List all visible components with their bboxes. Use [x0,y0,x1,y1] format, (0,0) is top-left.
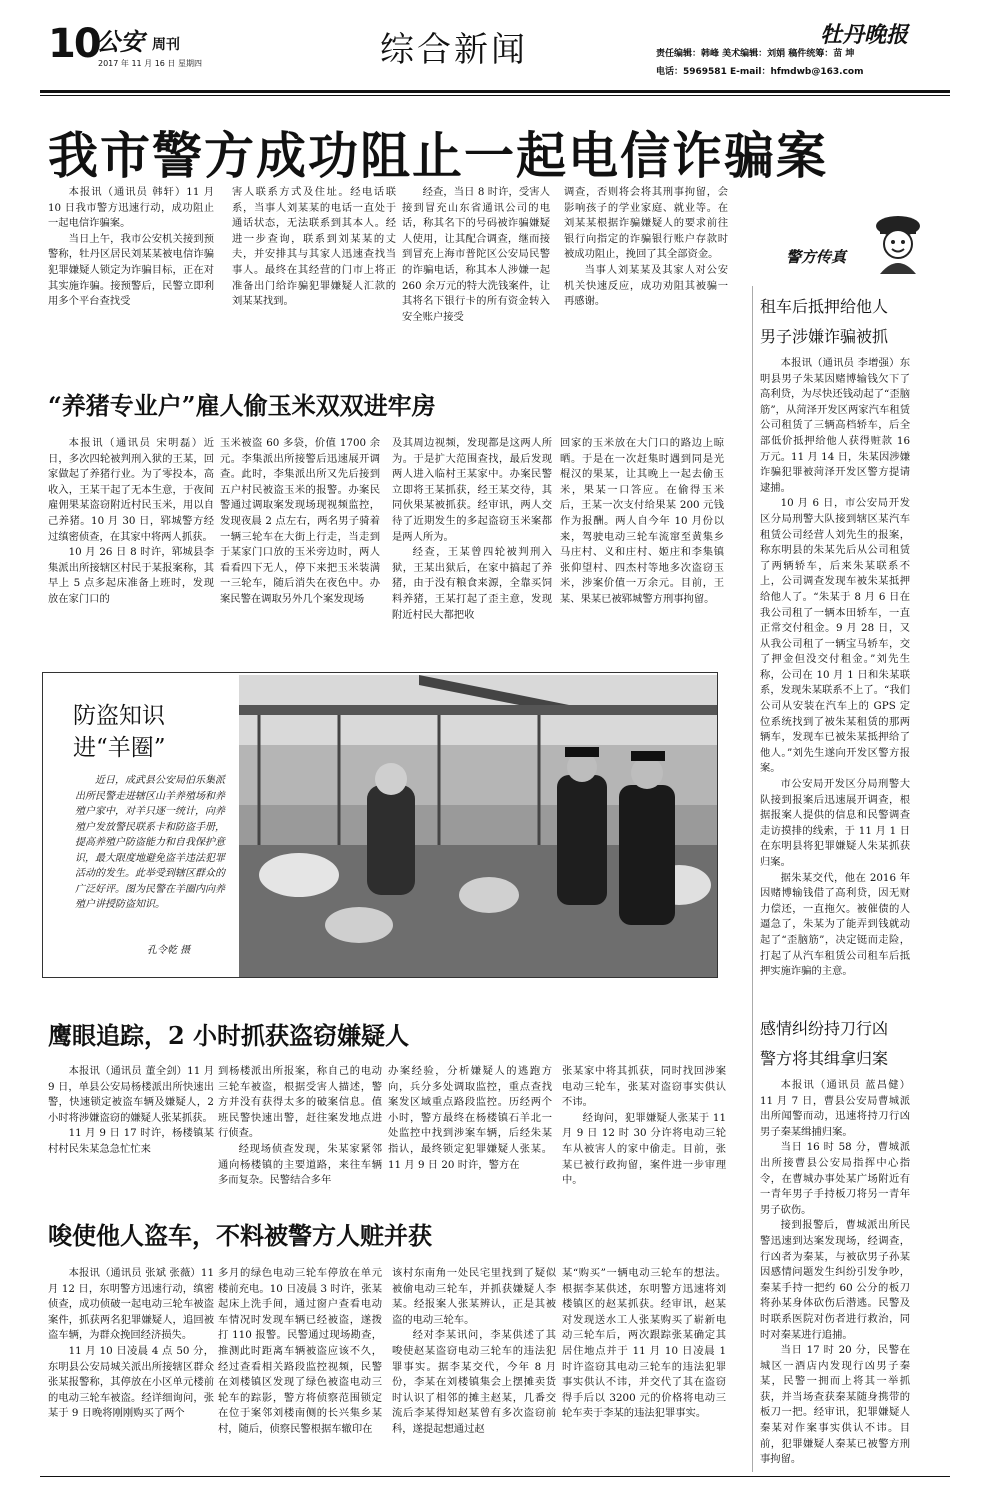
masthead-rule-thin [40,95,950,96]
paragraph: 经询问，犯罪嫌疑人张某于 11 月 9 日 12 时 30 分许将电动三轮车从被害人的家中偷走。目前，张某已被行政拘留，案件进一步审理中。 [562,1111,726,1187]
masthead [40,12,950,88]
sidebar-a-title-1: 租车后抵押给他人 [760,297,889,316]
sidebar-b-title-1: 感情纠纷持刀行凶 [760,1019,889,1038]
caption-text: 近日，成武县公安局伯乐集派出所民警走进辖区山羊养殖场和养殖户家中，对羊只逐一统计，向养殖户发放警民联系卡和防盗手册，提高养殖户防盗能力和自我保护意识，最大限度地避免盗羊违法犯罪活动的发生。此举受到辖区群众的广泛好评。图为民警在羊圈内向养殖户讲授防盗知识。 [75,775,225,910]
page-number: 10 [48,21,100,67]
paragraph: 当日上午，我市公安机关接到预警称，牡丹区居民刘某某被电信诈骗犯罪嫌疑人锁定为诈骗目标，正在对其实施诈骗。接预警后，民警立即利用多个平台查找受 [48,232,214,308]
lead-col-3 [402,185,550,357]
photo-title-line-2: 进“羊圈” [73,735,166,761]
story2-col-3 [392,436,552,664]
paragraph: 据朱某交代，他在 2016 年因赌博输钱借了高利贷，因无财力偿还，一直拖欠。被催债的人逼急了，朱某为了能弄到钱就动起了“歪脑筋”，决定铤而走险，打起了从汽车租赁公司租车后抵押实施诈骗的主意。 [760,871,910,978]
photo-credit: 孔令乾 摄 [147,945,191,956]
column-label: 警方传真 [786,248,847,266]
paragraph: 调查，否则将会将其刑事拘留，会影响孩子的学业家庭、就业等。在刘某某根据诈骗嫌疑人的要求前往银行向指定的诈骗银行账户存款时被成功阻止，挽回了其全部资金。 [564,186,728,261]
paragraph: 办案经验，分析嫌疑人的逃跑方向，兵分多处调取监控，重点查找案发区域重点路段监控。历经两个小时，警方最终在杨楼镇石羊北一处监控中找到涉案车辆，后经朱某指认，最终锁定犯罪嫌疑人张某。11 月 9 日 20 时许，警方在 [388,1065,552,1171]
brand-logo: 公安 [96,27,144,56]
story3-col-3 [388,1064,552,1198]
paragraph: 本报讯（通讯员 张斌 张薇）11 月 12 日，东明警方迅速行动，缜密侦查，成功侦破一起电动三轮车被盗案件，抓获两名犯罪嫌疑人，追回被盗车辆，为群众挽回经济损失。 [48,1267,214,1342]
section-title: 综合新闻 [380,30,528,70]
page-bottom-rule [40,1476,950,1477]
paragraph: 及其周边视频，发现都是这两人所为。于是扩大范围查找，最后发现两人进入临村王某家中。办案民警立即将王某抓获，经王某交待，其同伙果某被抓获。经审讯，两人交待了近期发生的多起盗窃玉米案都是两人所为。 [392,437,552,543]
paragraph: 本报讯（通讯员 李增强）东明县男子朱某因赌博输钱欠下了高利贷，为尽快还钱动起了“歪脑筋”，从菏泽开发区两家汽车租赁公司租赁了三辆高档轿车，后全部低价抵押给他人获得赃款 16 万元。11 月 14 日，朱某因涉嫌诈骗犯罪被菏泽开发区警方提请逮捕。 [760,357,910,494]
lead-col-1 [48,185,214,357]
paragraph: 经现场侦查发现，朱某家紧邻通向杨楼镇的主要道路，来往车辆多而复杂。民警结合多年 [218,1142,382,1187]
goat-pen-photo [239,675,717,977]
paragraph: 到杨楼派出所报案，称自己的电动三轮车被盗，根据受害人描述，警方并没有获得太多的破案信息。值班民警快速出警，赶往案发地点进行侦查。 [218,1065,382,1140]
photo-title-line-1: 防盗知识 [73,703,165,729]
paragraph: 市公安局开发区分局刑警大队接到报案后迅速展开调查，根据报案人提供的信息和民警调查走访摸排的线索，于 11 月 1 日在东明县将犯罪嫌疑人朱某抓获归案。 [760,778,910,868]
paragraph: 10 月 6 日，市公安局开发区分局刑警大队接到辖区某汽车租赁公司经营人刘先生的报案，称东明县的朱某先后从公司租赁了两辆轿车，后来朱某联系不上，公司调查发现车被朱某抵押给他人了。“朱某于 8 月 6 日在我公司租了一辆本田轿车，一直正常交付租金。9 月 28 日，又从我公司租了一辆宝马轿车，交了押金但没交付租金。”刘先生称，公司在 10 月 1 日和朱某联系，发现朱某联系不上了。“我们公司从安装在汽车上的 GPS 定位系统找到了被朱某租赁的那两辆车，发现车已被朱某抵押给了他人。”刘先生遂向开发区警方报案。 [760,497,910,775]
story4-col-4 [562,1266,726,1470]
paragraph: 该村东南角一处民宅里找到了疑似被偷电动三轮车，并抓获嫌疑人李某。经报案人张某辨认，正是其被盗的电动三轮车。 [392,1267,556,1326]
story3-headline: 鹰眼追踪，2 小时抓获盗窃嫌疑人 [48,1021,410,1050]
paragraph: 经查，当日 8 时许，受害人接到冒充山东省通讯公司的电话，称其名下的号码被诈骗嫌疑人使用，让其配合调查，继而接到冒充上海市普陀区公安局民警的诈骗电话，称其本人涉嫌一起 260 余万元的特大洗钱案件，让其将名下银行卡的所有资金转入安全账户接受 [402,186,550,323]
paragraph: 害人联系方式及住址。经电话联系，当事人刘某某的电话一直处于通话状态，无法联系到其本人。经进一步查询，联系到刘某某的丈夫，并安排其与其家人迅速查找当事人。最终在其经营的门市上将正准备出门给诈骗犯罪嫌疑人汇款的刘某某找到。 [232,186,396,308]
paper-logo: 牡丹晚报 [820,22,909,48]
story3-col-1 [48,1064,214,1198]
masthead-rule [40,90,950,93]
paragraph: 本报讯（通讯员 董全剑）11 月 9 日，单县公安局杨楼派出所快速出警，快速锁定被盗车辆及嫌疑人，2 小时将涉嫌盗窃的嫌疑人张某抓获。 [48,1065,214,1124]
story4-headline: 唆使他人盗车，不料被警方人赃并获 [48,1221,432,1250]
sidebar-divider [752,286,753,1472]
photo-feature [42,672,718,978]
paragraph: 经对李某讯问，李某供述了其唆使赵某盗窃电动三轮车的违法犯罪事实。据李某交代，今年 8 月份，李某在刘楼镇集会上摆摊卖货时认识了相邻的摊主赵某，几番交流后李某得知赵某曾有多次盗窃前科，遂提起想通过赵 [392,1329,556,1435]
paragraph: 11 月 9 日 17 时许，杨楼镇某村村民朱某急急忙忙来 [48,1127,214,1155]
issue-date: 2017 年 11 月 16 日 星期四 [98,59,202,68]
story4-col-3 [392,1266,556,1470]
brand-suffix: 周刊 [152,37,180,53]
paragraph: 多月的绿色电动三轮车停放在单元楼前充电。10 日凌晨 3 时许，张某起床上洗手间，通过窗户查看电动车情况时发现车辆已经被盗，遂拨打 110 报警。民警通过现场勘查，推测此时距离车辆被盗应该不久，经过查看相关路段监控视频，民警在刘楼镇区发现了绿色被盗电动三轮车的踪影，警方将侦察范围锁定在位于案邻刘楼南侧的长兴集乡某村，随后，侦察民警根据车辙印在 [218,1267,382,1435]
paragraph: 本报讯（通讯员 蓝昌健）11 月 7 日，曹县公安局曹城派出所闻警而动，迅速将持刀行凶男子秦某缉捕归案。 [760,1079,910,1138]
paragraph: 本报讯（通讯员 韩轩）11 月 10 日我市警方迅速行动，成功阻止一起电信诈骗案。 [48,186,214,230]
story4-col-2 [218,1266,382,1470]
paragraph: 10 月 26 日 8 时许，郓城县李集派出所接辖区村民于某报案称，其早上 5 点多起床准备上班时，发现放在家门口的 [48,546,214,605]
sidebar-b-title-2: 警方将其缉拿归案 [760,1049,889,1068]
police-mascot-icon [866,212,930,276]
sidebar-b-body [760,1078,910,1472]
column-logo [786,212,956,274]
story2-col-1 [48,436,214,664]
story4-col-1 [48,1266,214,1470]
paragraph: 11 月 10 日凌晨 4 点 50 分，东明县公安局城关派出所接辖区群众张某报警称，其停放在小区单元楼前的电动三轮车被盗。经详细询问，张某于 9 日晚将刚刚购买了两个 [48,1344,214,1420]
photo-caption [75,773,225,913]
sidebar-a-title-2: 男子涉嫌诈骗被抓 [760,327,889,346]
story3-col-4 [562,1064,726,1198]
editor-credits: 责任编辑：韩峰 美术编辑：刘娟 稿件统筹：苗 坤 [656,49,855,59]
sidebar-a-body [760,356,910,1002]
story3-col-2 [218,1064,382,1198]
paragraph: 当日 16 时 58 分，曹城派出所接曹县公安局指挥中心指令，在曹城办事处某广场附近有一青年男子手持板刀将另一青年男子砍伤。 [760,1141,910,1216]
story2-col-4 [560,436,724,664]
lead-headline: 我市警方成功阻止一起电信诈骗案 [48,127,828,185]
paragraph: 当事人刘某某及其家人对公安机关快速反应，成功劝阻其被骗一再感谢。 [564,263,728,308]
paragraph: 回家的玉米放在大门口的路边上晾晒。于是在一次赶集时遇到同是光棍汉的果某，让其晚上一起去偷玉米，果某一口答应。在偷得玉米后，王某一次支付给果某 200 元钱作为报酬。两人自今年 10 月份以来，驾驶电动三轮车流窜至黄集乡马庄村、义和庄村、姬庄和李集镇张仰望村、四杰村等地多次盗窃玉米，涉案价值一万余元。目前，王某、果某已被郓城警方刑事拘留。 [560,437,724,605]
paragraph: 经查，王某曾四轮被判刑入狱，王某出狱后，在家中搞起了养猪，由于没有粮食来源，全靠买饲料养猪，王某打起了歪主意，发现附近村民大都把收 [392,546,552,621]
lead-col-4 [564,185,728,357]
story2-col-2 [220,436,380,664]
paragraph: 本报讯（通讯员 宋明磊）近日，多次四轮被判刑入狱的王某，回家做起了养猪行业。为了零投本，高收入，王某干起了无本生意，于夜间雇佣果某盗窃附近村民玉米，用以自己养猪。10 月 30 日，郓城警方经过缜密侦查，在其家中将两人抓获。 [48,437,214,543]
paragraph: 接到报警后，曹城派出所民警迅速到达案发现场，经调查，行凶者为秦某，与被砍男子孙某因感情问题发生纠纷引发争吵，秦某手持一把约 60 公分的板刀将孙某身体砍伤后潜逃。民警及时联系医院对伤者进行救治，同时对秦某进行追捕。 [760,1219,910,1341]
contact-info: 电话：5969581 E-mail：hfmdwb@163.com [656,67,864,77]
paragraph: 张某家中将其抓获，同时找回涉案电动三轮车，张某对盗窃事实供认不讳。 [562,1065,726,1109]
story2-headline: “养猪专业户”雇人偷玉米双双进牢房 [48,391,436,420]
paragraph: 某“购买”一辆电动三轮车的想法。根据李某供述，东明警方迅速将刘楼镇区的赵某抓获。经审讯，赵某对发现送水工人张某购买了崭新电动三轮车后，两次跟踪张某确定其居住地点并于 11 月 10 日凌晨 1 时许盗窃其电动三轮车的违法犯罪事实供认不讳，并交代了其在盗窃得手后以 3200 元的价格将电动三轮车卖于李某的违法犯罪事实。 [562,1267,726,1420]
lead-col-2 [232,185,396,357]
paragraph: 玉米被盗 60 多袋，价值 1700 余元。李集派出所接警后迅速展开调查。此时，李集派出所又先后接到五户村民被盗玉米的报警。办案民警通过调取案发现场现视频监控，发现夜晨 2 点左右，两名男子骑着一辆三轮车在大街上行走，当走到于某家门口放的玉米旁边时，两人看看四下无人，停下来把玉米装满一三轮车，随后消失在夜色中。办案民警在调取另外几个案发现场 [220,437,380,605]
paragraph: 当日 17 时 20 分，民警在城区一酒店内发现行凶男子秦某，民警一拥而上将其一举抓获，并当场查获秦某随身携带的板刀一把。经审讯，犯罪嫌疑人秦某对作案事实供认不讳。目前，犯罪嫌疑人秦某已被警方刑事拘留。 [760,1344,910,1466]
